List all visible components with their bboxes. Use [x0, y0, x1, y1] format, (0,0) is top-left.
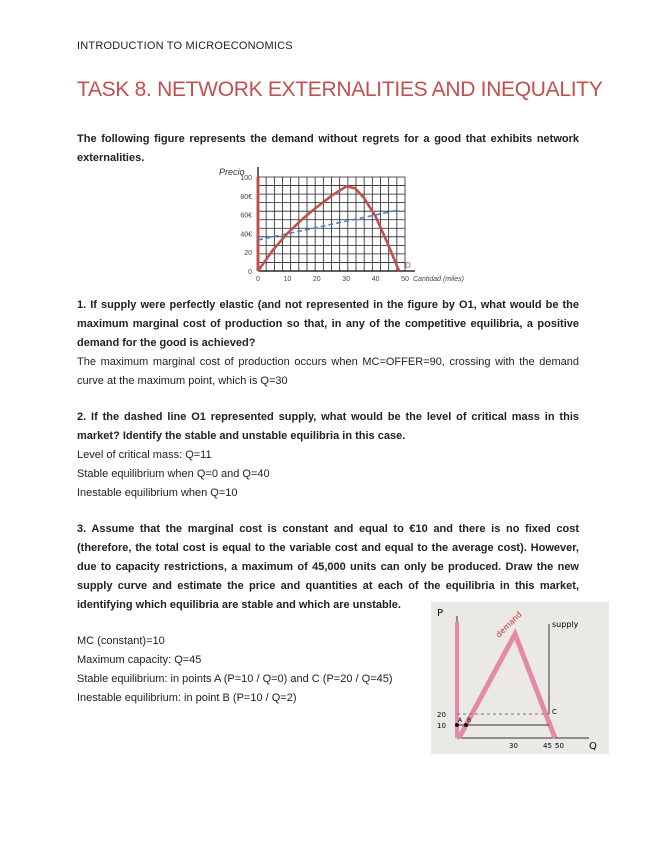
series-d-line — [258, 186, 399, 271]
demand-chart — [215, 163, 490, 285]
point-b-label: B — [467, 717, 472, 724]
supply-label: supply — [552, 620, 579, 629]
x-tick-label: 50 — [401, 276, 409, 283]
y-tick-label: 80€ — [240, 193, 252, 201]
intro-text: The following figure represents the demand without regrets for a good that exhibits network externalities. — [77, 133, 579, 164]
series-o1-line — [258, 210, 399, 240]
answer-3 — [77, 632, 427, 708]
question-2: 2. If the dashed line O1 represented supply, what would be the level of critical mass in this market? Identify the stable and unstable equilibria in this case. — [77, 411, 579, 442]
x-tick-label: 40 — [371, 276, 380, 283]
answer-1: The maximum marginal cost of production occurs when MC=OFFER=90, crossing with the demand curve at the maximum point, which is Q=30 — [77, 356, 579, 387]
page-title: TASK 8. NETWORK EXTERNALITIES AND INEQUALITY — [77, 78, 603, 101]
p-axis-label: P — [437, 608, 444, 619]
x-tick: 30 — [509, 742, 518, 750]
y-axis-title: Precio — [219, 167, 245, 177]
answer-line: Inestable equilibrium: in point B (P=10 / Q=2) — [77, 692, 297, 704]
y-tick-label: 100 — [240, 175, 252, 182]
demand-curve-label: D — [405, 261, 411, 270]
answer-line: MC (constant)=10 — [77, 635, 165, 647]
answer-line: Maximum capacity: Q=45 — [77, 654, 202, 666]
y-tick-label: 20 — [244, 250, 252, 258]
question-1: 1. If supply were perfectly elastic (and not represented in the figure by O1, what would be the maximum marginal cost of production so that, in any of the competitive equilibria, a positive demand for the good is achieved? — [77, 299, 579, 349]
y-tick: 10 — [437, 722, 446, 730]
point-c-label: C — [552, 708, 557, 716]
answer-line: Inestable equilibrium when Q=10 — [77, 487, 238, 499]
running-header: INTRODUCTION TO MICROECONOMICS — [77, 40, 293, 52]
answer-line: Level of critical mass: Q=11 — [77, 449, 212, 461]
y-tick-label: 60€ — [240, 212, 252, 220]
demand-label: demand — [494, 609, 524, 640]
x-tick-label: 10 — [283, 276, 292, 283]
x-tick: 45 — [543, 742, 552, 750]
x-axis-title: Cantidad (miles) — [413, 276, 464, 283]
answer-2 — [77, 446, 579, 503]
hand-drawn-sketch — [431, 602, 609, 754]
x-tick-label: 30 — [342, 276, 351, 283]
y-tick-label: 40€ — [240, 231, 252, 239]
y-tick-label: 0 — [248, 269, 252, 276]
question-3: 3. Assume that the marginal cost is constant and equal to €10 and there is no fixed cost (therefore, the total cost is equal to the variable cost and equal to the average cost). However, due to capacity restrictions, a maximum of 45,000 units can only be produced. Draw the new supply curve and estimate the price and quantities at each of the equilibria in this market, identifying which equilibria are stable and which are unstable. — [77, 523, 579, 611]
x-tick-label: 0 — [256, 276, 260, 283]
answer-line: Stable equilibrium when Q=0 and Q=40 — [77, 468, 270, 480]
q-axis-label: Q — [589, 741, 597, 752]
y-tick: 20 — [437, 711, 446, 719]
x-tick-label: 20 — [312, 276, 321, 283]
answer-line: Stable equilibrium: in points A (P=10 / Q=0) and C (P=20 / Q=45) — [77, 673, 393, 685]
point-a-label: A — [458, 717, 463, 724]
x-tick: 50 — [555, 742, 564, 750]
